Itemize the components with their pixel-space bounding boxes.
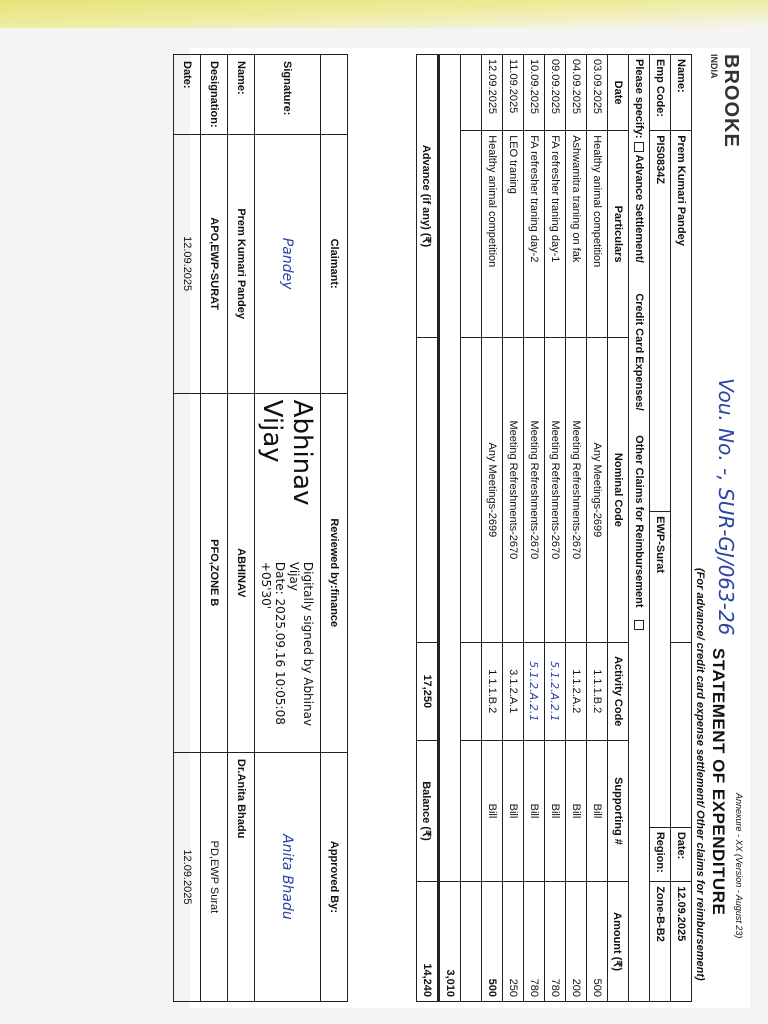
advance-value: 17,250 <box>417 642 439 740</box>
logo-country: INDIA <box>709 54 719 79</box>
row-support: Bill <box>545 740 566 881</box>
name-value: Prem Kumari Pandey <box>671 131 692 643</box>
row-particulars: Ashwamitra traning on fak <box>566 131 587 338</box>
header-row-specify <box>629 55 650 1002</box>
row-support: Bill <box>524 740 545 881</box>
col-particulars: Particulars <box>608 131 629 338</box>
row-nominal: Meeting Refreshments-2670 <box>524 338 545 643</box>
approver-name: Dr.Anita Bhadu <box>228 752 255 1001</box>
header-row-name <box>671 55 692 1002</box>
advance-balance-row <box>417 55 439 1002</box>
row-activity: 1.1.1.B.2 <box>587 642 608 740</box>
row-date: 04.09.2025 <box>566 55 587 131</box>
row-nominal: Meeting Refreshments-2670 <box>566 338 587 643</box>
empty-row <box>461 55 482 1002</box>
table-row <box>587 55 608 1002</box>
digital-date-line: Date: 2025.09.16 10:05:08 +05'30' <box>259 561 288 725</box>
row-particulars: FA refresher traning day-1 <box>545 131 566 338</box>
date-label: Date: <box>174 55 201 135</box>
option-credit: Credit Card Expenses/ <box>633 293 645 411</box>
table-row <box>524 55 545 1002</box>
sig-designation-row <box>201 55 228 1002</box>
digital-signature <box>255 393 321 752</box>
row-nominal: Any Meetings-2699 <box>587 338 608 643</box>
sig-row <box>255 55 321 1002</box>
claimant-name: Prem Kumari Pandey <box>228 134 255 393</box>
annexure-label: Annexure - XX (Version - August 23) <box>734 793 744 939</box>
form-subtitle: (For advance/ credit card expense settlement/ Other claims for reimbursement) <box>694 568 706 981</box>
sig-date-row <box>174 55 201 1002</box>
total-spacer <box>439 55 461 882</box>
row-amount: 250 <box>503 882 524 1002</box>
row-amount: 780 <box>524 882 545 1002</box>
option-advance: Advance Settlement/ <box>633 154 645 263</box>
total-amount: 3,010 <box>439 882 461 1002</box>
emp-code-label: Emp Code: <box>650 55 671 131</box>
date-label: Date: <box>671 827 692 881</box>
row-amount: 500 <box>482 882 503 1002</box>
signature-block <box>173 54 348 1002</box>
digital-signer-name: Abhinav Vijay <box>257 399 318 506</box>
approver-designation: PD,EWP Surat <box>201 752 228 1001</box>
col-nominal: Nominal Code <box>608 338 629 643</box>
emp-code-value: PIS0834Z <box>650 131 671 512</box>
column-header-row <box>608 55 629 1002</box>
name-label: Name: <box>228 55 255 135</box>
row-nominal: Any Meetings-2699 <box>482 338 503 643</box>
row-particulars: FA refresher traning day-2 <box>524 131 545 338</box>
row-support: Bill <box>503 740 524 881</box>
row-activity: 3.1.2.A.1 <box>503 642 524 740</box>
date-value: 12.09.2025 <box>671 882 692 1002</box>
office-value: EWP-Surat <box>650 512 671 828</box>
col-amount: Amount (₹) <box>608 882 629 1002</box>
col-supporting: Supporting # <box>608 740 629 881</box>
region-label: Region: <box>650 827 671 881</box>
advance-label: Advance (if any) (₹) <box>417 55 439 338</box>
scanned-document <box>181 48 750 1008</box>
row-date: 12.09.2025 <box>482 55 503 131</box>
table-row <box>566 55 587 1002</box>
row-date: 09.09.2025 <box>545 55 566 131</box>
signature-label: Signature: <box>255 55 321 135</box>
row-particulars: Healthy animal competition <box>482 131 503 338</box>
row-date: 10.09.2025 <box>524 55 545 131</box>
row-activity-handwritten: 5.1.2.A.2.1 <box>524 642 545 740</box>
digital-signed-line: Digitally signed by Abhinav Vijay <box>287 561 316 727</box>
row-amount: 780 <box>545 882 566 1002</box>
col-date: Date <box>608 55 629 131</box>
claimant-date: 12.09.2025 <box>174 134 201 393</box>
total-row <box>439 55 461 1002</box>
row-date: 03.09.2025 <box>587 55 608 131</box>
balance-value: 14,240 <box>417 882 439 1002</box>
voucher-number-handwritten: Vou. No. -, SUR-GJ/063-26 <box>714 378 738 636</box>
checkbox-icon <box>634 620 644 630</box>
checkbox-icon <box>634 142 644 152</box>
claimant-designation: APO,EWP-SURAT <box>201 134 228 393</box>
row-nominal: Meeting Refreshments-2670 <box>545 338 566 643</box>
balance-label: Balance (₹) <box>417 740 439 881</box>
sig-header-row <box>321 55 348 1002</box>
row-activity-handwritten: 5.1.2.A.2.1 <box>545 642 566 740</box>
logo-wordmark: BROOKE <box>720 54 742 148</box>
row-amount: 500 <box>587 882 608 1002</box>
row-support: Bill <box>566 740 587 881</box>
row-activity: 1.1.2.A.2 <box>566 642 587 740</box>
row-amount: 200 <box>566 882 587 1002</box>
row-nominal: Meeting Refreshments-2670 <box>503 338 524 643</box>
table-row <box>503 55 524 1002</box>
approved-label: Approved By: <box>321 752 348 1001</box>
scan-background-strip <box>0 0 768 28</box>
reviewer-name: ABHINAV <box>228 393 255 752</box>
table-row <box>482 55 503 1002</box>
row-particulars: LEO traning <box>503 131 524 338</box>
form-title: STATEMENT OF EXPENDITURE <box>709 648 728 916</box>
sig-name-row <box>228 55 255 1002</box>
row-activity: 1.1.1.B.2 <box>482 642 503 740</box>
row-particulars: Healthy animal competition <box>587 131 608 338</box>
region-value: Zone-B-B2 <box>650 882 671 1002</box>
reviewer-designation: PFO,ZONE B <box>201 393 228 752</box>
rotated-form <box>181 48 750 1008</box>
claimant-label: Claimant: <box>321 134 348 393</box>
table-row <box>545 55 566 1002</box>
blank-cell <box>671 642 692 827</box>
option-other: Other Claims for Reimbursement <box>633 435 645 608</box>
approver-date: 12.09.2025 <box>174 752 201 1001</box>
reviewed-label: Reviewed by:finance <box>321 393 348 752</box>
specify-label: Please specify: <box>633 59 645 139</box>
row-support: Bill <box>587 740 608 881</box>
name-label: Name: <box>671 55 692 131</box>
specify-cell <box>629 55 650 1002</box>
row-support: Bill <box>482 740 503 881</box>
brooke-logo <box>702 54 742 148</box>
col-activity: Activity Code <box>608 642 629 740</box>
expenditure-table <box>416 54 692 1002</box>
header-row-emp <box>650 55 671 1002</box>
claimant-signature: Pandey <box>255 134 321 393</box>
designation-label: Designation: <box>201 55 228 135</box>
approver-signature: Anita Bhadu <box>255 752 321 1001</box>
row-date: 11.09.2025 <box>503 55 524 131</box>
